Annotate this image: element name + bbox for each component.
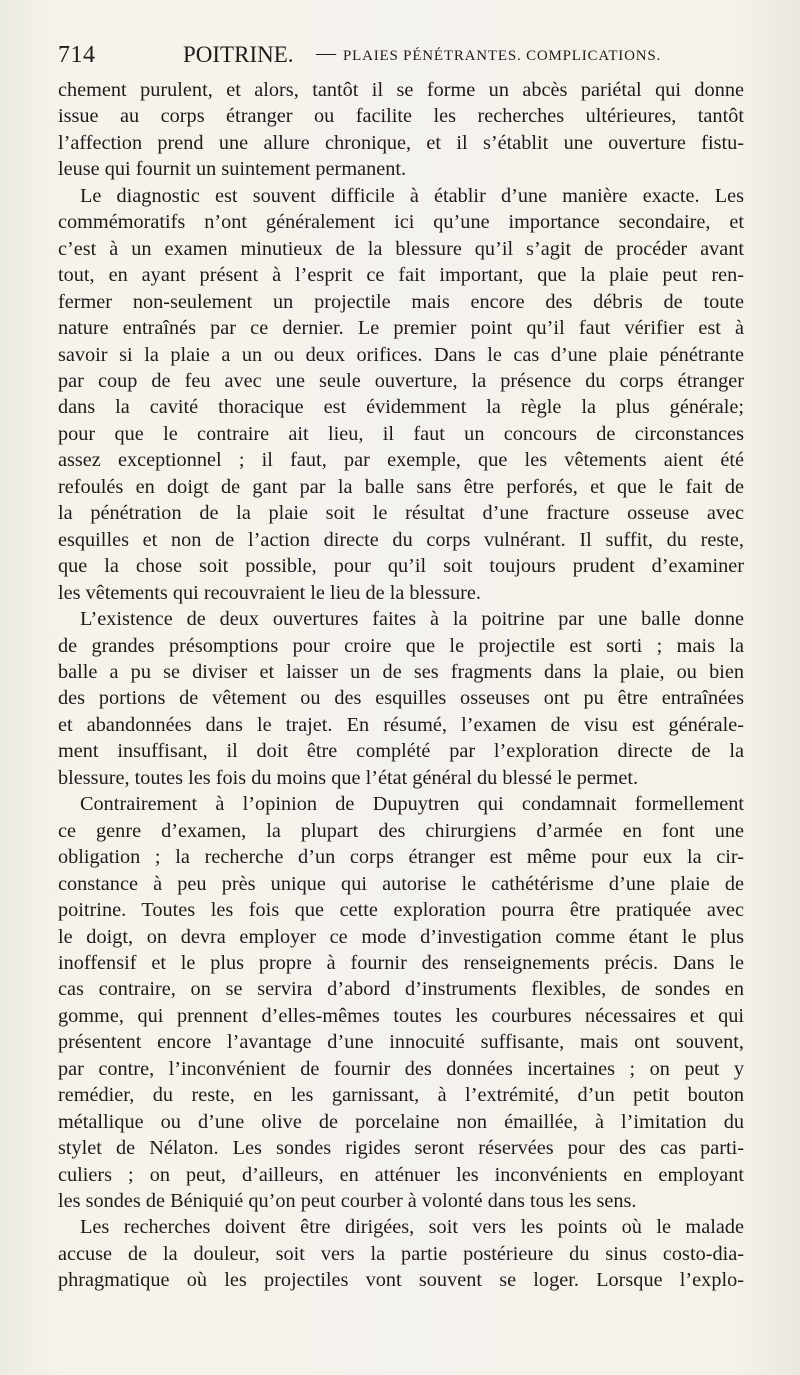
text-line: par coup de feu avec une seule ouverture, la présence du corps étranger — [58, 369, 744, 392]
text-line: métallique ou d’une olive de porcelaine non émaillée, à l’imitation du — [58, 1110, 744, 1133]
running-head-dash: — — [316, 42, 336, 64]
text-line: leuse qui fournit un suintement permanent. — [58, 158, 407, 181]
text-line: la pénétration de la plaie soit le résultat d’une fracture osseuse avec — [58, 502, 744, 525]
paragraph-1 — [58, 77, 744, 183]
text-line: que la chose soit possible, pour qu’il soit toujours prudent d’examiner — [58, 555, 744, 578]
text-line: les vêtements qui recouvraient le lieu de la blessure. — [58, 581, 481, 604]
text-line: Le diagnostic est souvent difficile à établir d’une manière exacte. Les — [80, 184, 744, 207]
page-number: 714 — [58, 42, 96, 68]
paragraph-2 — [58, 183, 744, 606]
text-line: fermer non-seulement un projectile mais encore des débris de toute — [58, 290, 744, 313]
text-line: les sondes de Béniquié qu’on peut courber à volonté dans tous les sens. — [58, 1190, 637, 1213]
text-line: tout, en ayant présent à l’esprit ce fait important, que la plaie peut ren- — [58, 264, 744, 287]
text-line: accuse de la douleur, soit vers la partie postérieure du sinus costo-dia- — [58, 1242, 744, 1265]
text-line: et abandonnées dans le trajet. En résumé, l’examen de visu est générale- — [58, 713, 744, 736]
text-line: ce genre d’examen, la plupart des chirurgiens d’armée en font une — [58, 819, 744, 842]
text-line: stylet de Nélaton. Les sondes rigides seront réservées pour des cas parti- — [58, 1137, 744, 1160]
text-line: nature entraînés par ce dernier. Le premier point qu’il faut vérifier est à — [58, 317, 744, 340]
text-line: chement purulent, et alors, tantôt il se forme un abcès pariétal qui donne — [58, 79, 744, 101]
text-line: c’est à un examen minutieux de la blessure qu’il s’agit de procéder avant — [58, 237, 744, 260]
text-line: refoulés en doigt de gant par la balle sans être perforés, et que le fait de — [58, 475, 744, 498]
text-line: issue au corps étranger ou facilite les recherches ultérieures, tantôt — [58, 105, 744, 128]
text-line: le doigt, on devra employer ce mode d’investigation comme étant le plus — [58, 925, 744, 948]
text-line: Contrairement à l’opinion de Dupuytren qui condamnait formellement — [80, 793, 744, 816]
running-head-title: POITRINE. — [183, 42, 294, 67]
text-line: poitrine. Toutes les fois que cette exploration pourra être pratiquée avec — [58, 899, 744, 922]
text-line: ment insuffisant, il doit être complété par l’exploration directe de la — [58, 740, 744, 763]
paragraph-5 — [58, 1214, 744, 1293]
text-line: Les recherches doivent être dirigées, soit vers les points où le malade — [80, 1216, 744, 1239]
text-line: assez exceptionnel ; il faut, par exemple, que les vêtements aient été — [58, 449, 744, 472]
paragraph-4 — [58, 791, 744, 1214]
text-line: phragmatique où les projectiles vont souvent se loger. Lorsque l’explo- — [58, 1269, 744, 1292]
text-line: pour que le contraire ait lieu, il faut un concours de circonstances — [58, 422, 744, 445]
text-line: gomme, qui prennent d’elles-mêmes toutes les courbures nécessaires et qui — [58, 1004, 744, 1027]
running-head — [58, 42, 738, 76]
text-line: esquilles et non de l’action directe du corps vulnérant. Il suffit, du reste, — [58, 528, 744, 551]
text-line: culiers ; on peut, d’ailleurs, en atténuer les inconvénients en employant — [58, 1163, 744, 1186]
text-line: cas contraire, on se servira d’abord d’instruments flexibles, de sondes en — [58, 978, 744, 1001]
text-line: présentent encore l’avantage d’une innocuité suffisante, mais ont souvent, — [58, 1031, 744, 1054]
text-line: par contre, l’inconvénient de fournir des données incertaines ; on peut y — [58, 1057, 744, 1080]
text-line: l’affection prend une allure chronique, et il s’établit une ouverture fistu- — [58, 131, 744, 154]
body-text — [58, 77, 744, 1294]
text-line: commémoratifs n’ont généralement ici qu’une importance secondaire, et — [58, 211, 744, 234]
text-line: obligation ; la recherche d’un corps étranger est même pour eux la cir- — [58, 846, 744, 869]
text-line: des portions de vêtement ou des esquilles osseuses ont pu être entraînées — [58, 687, 744, 710]
text-line: balle a pu se diviser et laisser un de ses fragments dans la plaie, ou bien — [58, 660, 744, 683]
text-line: constance à peu près unique qui autorise le cathétérisme d’une plaie de — [58, 872, 744, 895]
text-line: remédier, du reste, en les garnissant, à l’extrémité, d’un petit bouton — [58, 1084, 744, 1107]
text-line: L’existence de deux ouvertures faites à la poitrine par une balle donne — [80, 608, 744, 631]
text-line: savoir si la plaie a un ou deux orifices. Dans le cas d’une plaie pénétrante — [58, 343, 744, 366]
text-line: inoffensif et le plus propre à fournir des renseignements précis. Dans le — [58, 951, 744, 974]
text-line: blessure, toutes les fois du moins que l’état général du blessé le permet. — [58, 766, 639, 789]
paragraph-3 — [58, 606, 744, 791]
text-line: dans la cavité thoracique est évidemment la règle la plus générale; — [58, 396, 744, 419]
text-line: de grandes présomptions pour croire que le projectile est sorti ; mais la — [58, 634, 744, 657]
running-head-subtitle: PLAIES PÉNÉTRANTES. COMPLICATIONS. — [343, 48, 662, 64]
